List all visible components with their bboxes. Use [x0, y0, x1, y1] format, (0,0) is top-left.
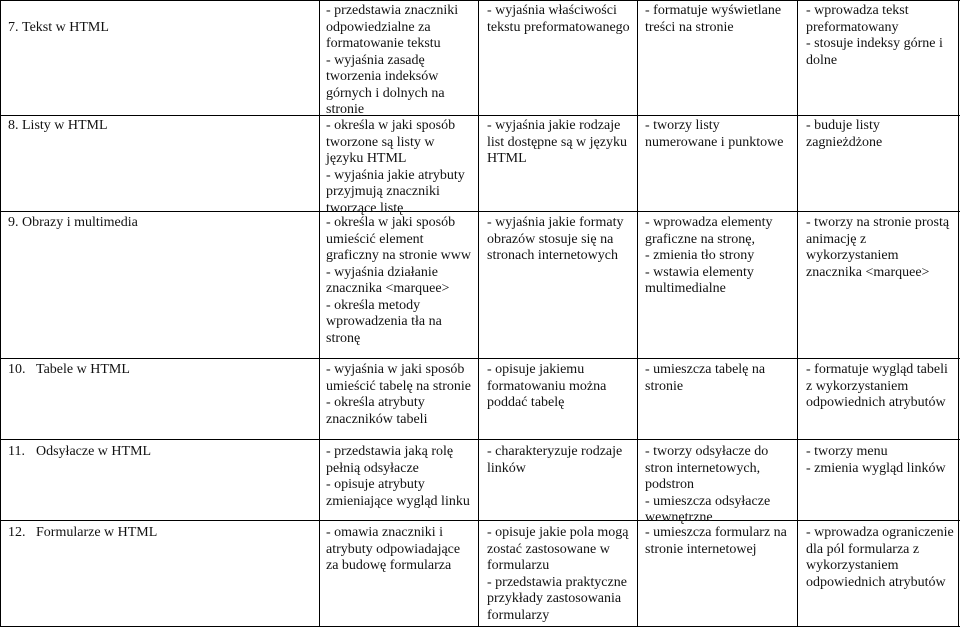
requirement-cell: - tworzy listy numerowane i punktowe — [645, 118, 784, 150]
requirement-cell: - wyjaśnia właściwości tekstu preformatowanego — [487, 3, 630, 35]
requirement-cell: - określa w jaki sposób tworzone są listy w języku HTML - wyjaśnia jakie atrybuty przyjmują znaczniki tworzące listę — [326, 118, 465, 216]
requirement-cell: - przedstawia jaką rolę pełnią odsyłacze - opisuje atrybuty zmieniające wygląd linku — [326, 444, 470, 509]
requirement-cell: - wprowadza ograniczenie dla pól formularza z wykorzystaniem odpowiednich atrybutów — [806, 525, 954, 590]
requirement-cell: - umieszcza formularz na stronie internetowej — [645, 525, 787, 557]
requirement-cell: - przedstawia znaczniki odpowiedzialne za formatowanie tekstu - wyjaśnia zasadę tworzenia indeksów górnych i dolnych na stronie — [326, 3, 459, 117]
requirement-cell: - wprowadza tekst preformatowany - stosuje indeksy górne i dolne — [806, 3, 943, 68]
topic-number: 7. Tekst w HTML — [8, 19, 109, 35]
requirement-cell: - określa w jaki sposób umieścić element graficzny na stronie www - wyjaśnia działanie znacznika <marquee> - określa metody wprowadzenia tła na stronę — [326, 215, 472, 346]
requirement-cell: - wprowadza elementy graficzne na stronę, - zmienia tło strony - wstawia elementy multimedialne — [645, 215, 773, 296]
row-divider — [0, 211, 960, 212]
table-border — [0, 0, 960, 1]
column-divider — [478, 0, 479, 627]
topic-cell: 9. Obrazy i multimedia — [8, 215, 138, 230]
topic-cell: 10. Tabele w HTML — [8, 362, 130, 377]
requirement-cell: - wyjaśnia w jaki sposób umieścić tabelę na stronie - określa atrybuty znaczników tabeli — [326, 362, 471, 427]
requirement-cell: - wyjaśnia jakie rodzaje list dostępne są w języku HTML — [487, 118, 627, 166]
requirement-cell: - formatuje wyświetlane treści na stronie — [645, 3, 782, 35]
column-divider — [637, 0, 638, 627]
row-divider — [0, 439, 960, 440]
table-border — [0, 0, 1, 627]
row-divider — [0, 115, 960, 116]
column-divider — [319, 0, 320, 627]
requirement-cell: - wyjaśnia jakie formaty obrazów stosuje się na stronach internetowych — [487, 215, 624, 263]
requirement-cell: - tworzy na stronie prostą animację z wykorzystaniem znacznika <marquee> — [806, 215, 950, 280]
requirement-cell: - opisuje jakiemu formatowaniu można poddać tabelę — [487, 362, 607, 410]
topic-cell: 11. Odsyłacze w HTML — [8, 444, 152, 459]
row-divider — [0, 358, 960, 359]
requirement-cell: - opisuje jakie pola mogą zostać zastosowane w formularzu - przedstawia praktyczne przykłady zastosowania formularzy — [487, 525, 629, 623]
requirement-cell: - buduje listy zagnieżdżone — [806, 118, 883, 150]
requirement-cell: - tworzy odsyłacze do stron internetowych, podstron - umieszcza odsyłacze wewnętrzne — [645, 444, 771, 525]
requirement-cell: - charakteryzuje rodzaje linków — [487, 444, 623, 476]
requirement-cell: - umieszcza tabelę na stronie — [645, 362, 766, 394]
requirement-cell: - formatuje wygląd tabeli z wykorzystaniem odpowiednich atrybutów — [806, 362, 948, 410]
topic-cell: 12. Formularze w HTML — [8, 525, 158, 540]
topic-cell — [8, 3, 308, 36]
requirement-cell: - omawia znaczniki i atrybuty odpowiadające za budowę formularza — [326, 525, 461, 573]
column-divider — [797, 0, 798, 627]
topic-cell: 8. Listy w HTML — [8, 118, 108, 133]
row-divider — [0, 520, 960, 521]
requirement-cell: - tworzy menu - zmienia wygląd linków — [806, 444, 946, 476]
table-border — [958, 0, 959, 627]
